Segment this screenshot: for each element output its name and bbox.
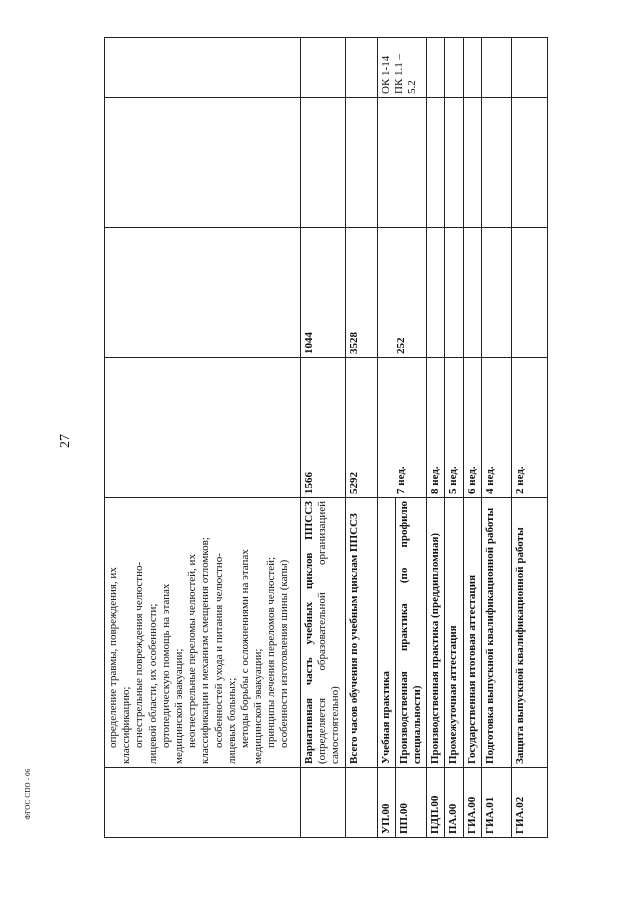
topic-line: ортопедическую помощь на этапах <box>159 583 172 748</box>
row-name: Вариативная часть учебных циклов ППССЗ <box>303 501 315 764</box>
cell-code: ГИА.01 <box>481 768 511 838</box>
topic-line: особенностей ухода и питания челюстно- <box>212 553 225 748</box>
cell-hours-req: 252 <box>377 228 427 358</box>
table-row <box>445 38 463 838</box>
cell-name: Учебная практика <box>377 498 395 768</box>
cell-name <box>301 498 346 768</box>
cell-code: УП.00 <box>377 768 395 838</box>
cell-name: Защита выпускной квалификационной работы <box>511 498 547 768</box>
topic-line: определение травмы, повреждения, их <box>107 567 119 748</box>
topic-line: медицинской эвакуации; <box>172 648 185 764</box>
cell-code <box>301 768 346 838</box>
cell-disciplines <box>511 98 547 228</box>
topic-line: методы борьбы с осложнениями на этапах <box>238 549 251 748</box>
cell-hours-max: 5 нед. <box>445 358 463 498</box>
cell-hours-req <box>427 228 445 358</box>
page-number: 27 <box>58 434 73 448</box>
footer-label: ФГОС СПО - 06 <box>24 768 32 820</box>
table-row <box>301 38 346 838</box>
cell-name: Государственная итоговая аттестация <box>463 498 481 768</box>
cell-competencies <box>445 38 463 98</box>
topic-line: медицинской эвакуации; <box>252 648 265 764</box>
cell-code: ПДП.00 <box>427 768 445 838</box>
table-row <box>377 38 395 838</box>
table-row <box>105 38 301 838</box>
table-row <box>345 38 377 838</box>
cell-disciplines <box>301 98 346 228</box>
topic-line: особенности изготовления шины (капы) <box>278 559 291 748</box>
cell-hours-max <box>105 358 301 498</box>
table-row <box>427 38 445 838</box>
table-row <box>463 38 481 838</box>
cell-hours-req <box>481 228 511 358</box>
cell-code: ПА.00 <box>445 768 463 838</box>
cell-name: Производственная практика (по профилю специальности) <box>395 498 426 768</box>
topic-line: огнестрельные повреждения челюстно- <box>133 561 146 748</box>
cell-hours-max: 1566 <box>301 358 346 498</box>
cell-name: Производственная практика (преддипломная) <box>427 498 445 768</box>
cell-hours-max: 4 нед. <box>481 358 511 498</box>
cell-disciplines <box>481 98 511 228</box>
cell-hours-req <box>445 228 463 358</box>
topic-line: неогнестрельные переломы челюстей, их <box>186 554 199 748</box>
cell-code: ГИА.02 <box>511 768 547 838</box>
cell-hours-max: 6 нед. <box>463 358 481 498</box>
cell-competencies <box>345 38 377 98</box>
cell-hours-req <box>511 228 547 358</box>
topics-cell <box>105 498 301 768</box>
topic-line: лицевой области, их особенности; <box>146 603 159 764</box>
cell-disciplines <box>445 98 463 228</box>
cell-name: Всего часов обучения по учебным циклам ППССЗ <box>345 498 377 768</box>
cell-competencies <box>481 38 511 98</box>
cell-hours-req: 3528 <box>345 228 377 358</box>
cell-hours-req <box>463 228 481 358</box>
table-row <box>511 38 547 838</box>
cell-hours-max: 5292 <box>345 358 377 498</box>
cell-code: ПП.00 <box>395 768 426 838</box>
cell-code <box>345 768 377 838</box>
row-name-note: (определяется образовательной организацией самостоятельно) <box>316 501 342 764</box>
cell-disciplines <box>463 98 481 228</box>
cell-hours-max: 8 нед. <box>427 358 445 498</box>
cell-name: Подготовка выпускной квалификационной работы <box>481 498 511 768</box>
cell-competencies <box>427 38 445 98</box>
curriculum-table-rotated <box>104 38 534 838</box>
cell-competencies <box>463 38 481 98</box>
cell-competencies <box>105 38 301 98</box>
cell-competencies <box>511 38 547 98</box>
cell-disciplines <box>377 98 427 228</box>
topic-line: принципы лечения переломов челюстей; <box>265 556 278 748</box>
cell-hours-max: 2 нед. <box>511 358 547 498</box>
topic-line: лицевых больных; <box>225 677 238 764</box>
cell-disciplines <box>345 98 377 228</box>
cell-hours-max: 7 нед. <box>377 358 427 498</box>
cell-hours-req: 1044 <box>301 228 346 358</box>
cell-competencies: ОК 1-14 ПК 1.1 – 5.2 <box>377 38 427 98</box>
cell-competencies <box>301 38 346 98</box>
cell-name: Промежуточная аттестация <box>445 498 463 768</box>
curriculum-table <box>104 37 548 838</box>
topic-line: классификацию; <box>120 686 133 764</box>
cell-code <box>105 768 301 838</box>
cell-code: ГИА.00 <box>463 768 481 838</box>
cell-hours-req <box>105 228 301 358</box>
table-row <box>481 38 511 838</box>
cell-disciplines <box>105 98 301 228</box>
cell-disciplines <box>427 98 445 228</box>
topic-line: классификации и механизм смещения отломков; <box>199 537 212 764</box>
